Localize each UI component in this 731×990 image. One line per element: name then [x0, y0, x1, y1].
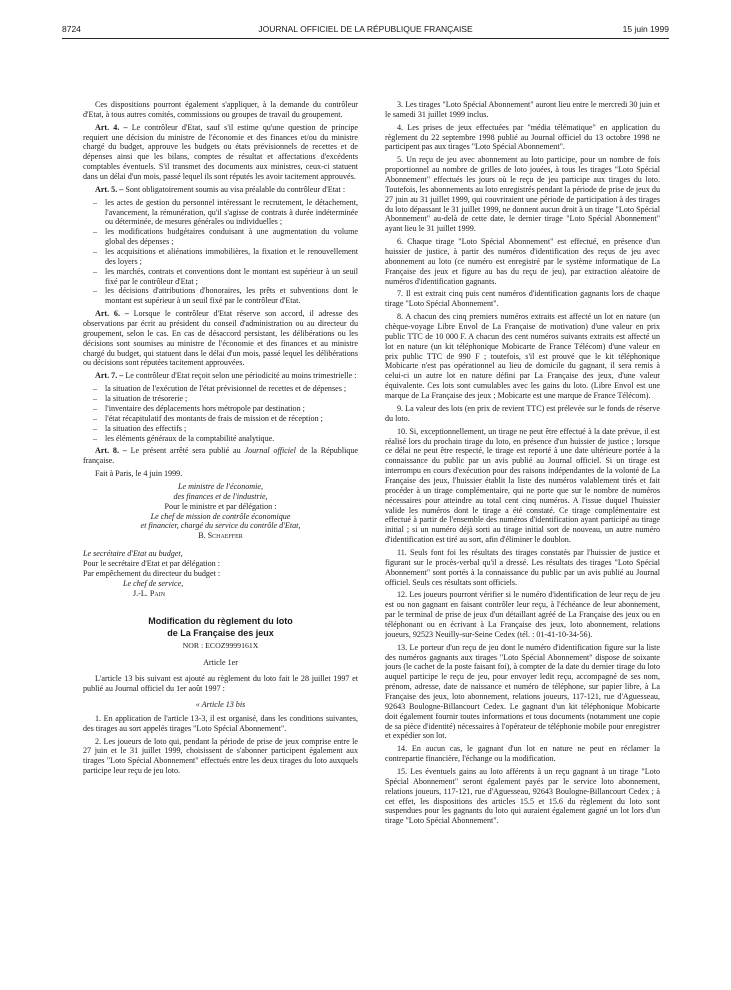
article-4-label: Art. 4. – — [95, 122, 128, 132]
paragraph: 2. Les joueurs de loto qui, pendant la période de prise de jeux comprise entre le 27 juin et le 31 juillet 1999, choisissent de s'abonner participent également aux tirages "Loto Spécial Abonnement" effectués entre les deux tirages du loto auxquels participe leur reçu de jeu loto. — [83, 736, 358, 776]
decree-title-line: Modification du règlement du loto — [148, 616, 293, 627]
list-item: – les acquisitions et aliénations immobilières, la fixation et le renouvellement des loyers ; — [93, 247, 358, 267]
list-item: – l'inventaire des déplacements hors métropole par destination ; — [93, 404, 358, 414]
quoted-article-heading: « Article 13 bis — [195, 699, 246, 709]
article-1-text: L'article 13 bis suivant est ajouté au règlement du loto fait le 28 juillet 1997 et publié au Journal officiel du 1er août 1997 : — [83, 674, 358, 694]
article-4 — [83, 123, 358, 182]
paragraph: 1. En application de l'article 13-3, il est organisé, dans les conditions suivantes, des tirages au sort appelés tirages "Loto Spécial Abonnement". — [83, 713, 358, 733]
journal-officiel-ref: Journal officiel — [244, 446, 296, 456]
article-7-text: Le contrôleur d'Etat reçoit selon une périodicité au moins trimestrielle : — [125, 371, 357, 381]
article-6-text: Lorsque le contrôleur d'Etat réserve son accord, il adresse des observations par écrit au président du conseil d'administration ou au directeur du groupement, selon le cas. En cas de désaccord persistant, les délibérations ou les décisions sont soumises au ministre de l'économie et des finances et au ministre chargé du budget, qui statuent dans le délai d'un mois, passé lequel les délibérations ou décisions sont réputées tacitement approuvées. — [83, 309, 358, 368]
signatory-title: des finances et de l'industrie, — [173, 491, 268, 501]
paragraph: 6. Chaque tirage "Loto Spécial Abonnement" est effectué, en présence d'un huissier de justice, à partir des numéros d'identification des reçus de jeu avec abonnement au loto (ce numéro est enregistré par le système informatique de La Française des jeux et figure au bas du reçu de jeu), par extraction aléatoire de numéros d'identification gagnants. — [385, 237, 660, 286]
signatory-delegation: Pour le ministre et par délégation : — [164, 501, 277, 511]
article-8-text-end: de la République française. — [83, 446, 358, 466]
paragraph: 11. Seuls font foi les résultats des tirages constatés par l'huissier de justice et figurant sur le procès-verbal qu'il a dressé. Les résultats des tirages "Loto Spécial Abonnement" sont portés à la connaissance du public par un avis publié au Journal officiel. Seuls ces résultats sont officiels. — [385, 547, 660, 587]
article-5-label: Art. 5. – — [95, 184, 124, 194]
paragraph: 14. En aucun cas, le gagnant d'un lot en nature ne peut en réclamer la contrepartie financière, l'échange ou la modification. — [385, 744, 660, 764]
article-8-label: Art. 8. – — [95, 446, 127, 456]
paragraph: 7. Il est extrait cinq puis cent numéros d'identification gagnants lors de chaque tirage "Loto Spécial Abonnement". — [385, 289, 660, 309]
paragraph: 9. La valeur des lots (en prix de revient TTC) est prélevée sur le fonds de réserve du loto. — [385, 403, 660, 423]
paragraph: 12. Les joueurs pourront vérifier si le numéro d'identification de leur reçu de jeu est ou non gagnant en faisant contrôler leur reçu, à l'échéance de leur abonnement, par le terminal de prise de jeux d'un détaillant agréé de La Française des jeux ou en téléphonant ou en écrivant à La Française des jeux, loto abonnement, relations joueurs, 92523 Neuilly-sur-Seine Cedex (tél. : 01-41-10-34-56). — [385, 590, 660, 639]
paragraph: 8. A chacun des cinq premiers numéros extraits est affecté un lot en nature (un chèque-voyage Libre Envol de La Française de motivation) d'une valeur en prix public TTC de 10 000 F. A chacun des cent numéros suivants extraits est affecté un lot en nature (un kit téléphonique Mobicarte de France Télécom) d'une valeur en prix public TTC de 990 F ; toutefois, s'il est prouvé que le kit téléphonique Mobicarte n'est pas opérationnel au lieu de domicile du gagnant, il sera remis à celui-ci un autre lot en nature défini par La Française des jeux, d'une valeur équivalente. Ces lots sont cumulables avec les gains du loto. (Libre Envol est une marque de La Française des jeux ; Mobicarte est une marque de France Télécom). — [385, 312, 660, 401]
list-item: – l'état récapitulatif des montants de frais de mission et de réception ; — [93, 414, 358, 424]
signatory-role: Le chef de service, — [123, 578, 184, 588]
list-item: – les modifications budgétaires conduisant à une augmentation du volume global des dépenses ; — [93, 227, 358, 247]
article-5-list — [83, 198, 358, 306]
decree-title-line: de La Française des jeux — [167, 627, 274, 638]
nor-reference: NOR : ECOZ9999161X — [182, 640, 259, 650]
intro-paragraph: Ces dispositions pourront également s'appliquer, à la demande du contrôleur d'Etat, à tous autres comités, commissions ou groupes de travail du groupement. — [83, 100, 358, 119]
article-8-text: Le présent arrêté sera publié au — [130, 446, 241, 456]
list-item: – les décisions d'attributions d'honoraires, les prêts et subventions dont le montant est supérieur à un seuil fixé par le contrôleur d'Etat. — [93, 286, 358, 306]
decree-title — [83, 616, 358, 639]
article-6-label: Art. 6. – — [95, 309, 129, 319]
header-rule — [62, 38, 669, 39]
list-item: – la situation des effectifs ; — [93, 424, 358, 434]
article-5 — [83, 185, 358, 195]
list-item: – la situation de trésorerie ; — [93, 394, 358, 404]
right-column — [385, 100, 660, 980]
list-item: – les éléments généraux de la comptabilité analytique. — [93, 434, 358, 444]
paragraph: 10. Si, exceptionnellement, un tirage ne peut être effectué à la date prévue, il est réalisé lors du prochain tirage du loto, en présence d'un huissier de justice ; lorsque ce délai ne peut être respecté, le tirage est reporté à une date ultérieure portée à la connaissance du public par un avis publié au Journal officiel. Si un tirage est interrompu en cours d'exécution pour des raisons indépendantes de la volonté de La Française des jeux, l'huissier établit la liste des numéros valablement tirés et fait procéder à un tirage complémentaire, qui ne porte que sur le nombre de numéros nécessaires pour atteindre au total cent cinq numéros. A l'issue duquel l'huissier valide les numéros dont le tirage a été constaté. Ce tirage complémentaire est effectué à partir de l'ensemble des numéros d'identification ayant participé au tirage initial ; si un numéro déjà sorti au tirage initial sort de nouveau, un autre numéro d'identification est tiré au sort, afin d'éliminer le doublon. — [385, 426, 660, 545]
signatory-title: Le secrétaire d'Etat au budget, — [83, 549, 183, 559]
page-number: 8724 — [62, 24, 81, 34]
signatory-role: Le chef de mission de contrôle économique — [150, 511, 291, 521]
paragraph: 15. Les éventuels gains au loto afférents à un reçu gagnant à un tirage "Loto Spécial Abonnement" seront également payés par le service loto abonnement, relations joueurs, 117-121, rue d'Aguesseau, 92643 Boulogne-Billancourt Cedex ; à cet effet, les dispositions des articles 15.5 et 15.6 du règlement du loto sont suspendues pour les gagnants du loto qui auraient également gagné un lot lors d'un tirage "Loto Spécial Abonnement". — [385, 767, 660, 826]
signatory-role: et financier, chargé du service du contrôle d'Etat, — [140, 521, 301, 531]
signatory-delegation: Pour le secrétaire d'Etat et par délégation : — [83, 558, 220, 568]
article-6 — [83, 309, 358, 368]
paragraph: 3. Les tirages "Loto Spécial Abonnement" auront lieu entre le mercredi 30 juin et le samedi 31 juillet 1999 inclus. — [385, 100, 660, 119]
left-column — [83, 100, 358, 980]
journal-title: JOURNAL OFFICIEL DE LA RÉPUBLIQUE FRANÇAISE — [258, 24, 473, 34]
signatory-name: J.-L. Pain — [133, 588, 166, 598]
article-5-text: Sont obligatoirement soumis au visa préalable du contrôleur d'Etat : — [125, 184, 346, 194]
paragraph: 13. Le porteur d'un reçu de jeu dont le numéro d'identification figure sur la liste des numéros gagnants aux tirages "Loto Spécial Abonnement" dispose de soixante jours (le cachet de la poste faisant foi), à compter de la date du dernier tirage du loto auquel participe le reçu de jeu, pour envoyer ledit reçu, accompagné de ses nom, prénom, adresse, date de naissance et numéro de téléphone, sur papier libre, à La Française des jeux, loto abonnement, relations joueurs, 117-121, rue d'Aguesseau, 92643 Boulogne-Billancourt Cedex. Le gagnant d'un kit téléphonique Mobicarte doit également fournir toutes informations et tous documents (notamment une copie de sa pièce d'identité) nécessaires à l'opérateur de téléphonie mobile pour enregistrer et expédier son lot. — [385, 642, 660, 741]
issue-date: 15 juin 1999 — [622, 24, 669, 34]
list-item: – les actes de gestion du personnel intéressant le recrutement, le détachement, l'avancement, la rémunération, qu'il s'agisse de contrats à durée indéterminée ou déterminée, de mesures générales ou individuelles ; — [93, 198, 358, 228]
signatory-title: Le ministre de l'économie, — [177, 481, 264, 491]
paragraph: 4. Les prises de jeux effectuées par "média télématique" en application du règlement du 22 septembre 1998 publié au Journal officiel du 13 octobre 1998 ne participent pas aux tirages "Loto Spécial Abonnement". — [385, 122, 660, 152]
signatory-name: B. Schaeffer — [198, 531, 243, 541]
article-7-label: Art. 7. – — [95, 371, 124, 381]
article-7 — [83, 371, 358, 381]
paragraph: 5. Un reçu de jeu avec abonnement au loto participe, pour un nombre de fois proportionnel au nombre de grilles de loto jouées, à tous les tirages "Loto Spécial Abonnement" effectués les jours où le reçu de jeu participe aux tirages du loto. Toutefois, les abonnements au loto enregistrés pendant la période de prise de jeux du 27 juin au 31 juillet 1999, qui couvriraient une période de participation à des tirages du loto dépassant le 31 juillet 1999, ne donnent aucun droit à un tirage "Loto Spécial Abonnement" au-delà de cette date, le dernier tirage "Loto Spécial Abonnement" ayant lieu le 31 juillet 1999. — [385, 155, 660, 234]
list-item: – la situation de l'exécution de l'état prévisionnel de recettes et de dépenses ; — [93, 384, 358, 394]
article-4-text: Le contrôleur d'Etat, sauf s'il estime qu'une question de principe requiert une décision du ministre de l'économie et des finances et/ou du ministre chargé du budget, approuve les budgets ou états prévisionnels de recettes et de dépenses ainsi que les bilans, comptes de résultat et affectations d'excédents comptables éventuels. S'il transmet des documents aux ministres, ceux-ci statuent dans un délai d'un mois, passé lequel ils sont réputés les avoir tacitement approuvés. — [83, 122, 358, 182]
signatory-delegation: Par empêchement du directeur du budget : — [83, 568, 221, 578]
article-7-list — [83, 384, 358, 443]
signature-date: Fait à Paris, le 4 juin 1999. — [95, 469, 183, 479]
article-heading: Article 1er — [203, 658, 238, 668]
page-header — [62, 24, 669, 36]
list-item: – les marchés, contrats et conventions dont le montant est supérieur à un seuil fixé par le contrôleur d'Etat ; — [93, 267, 358, 287]
article-8 — [83, 446, 358, 466]
